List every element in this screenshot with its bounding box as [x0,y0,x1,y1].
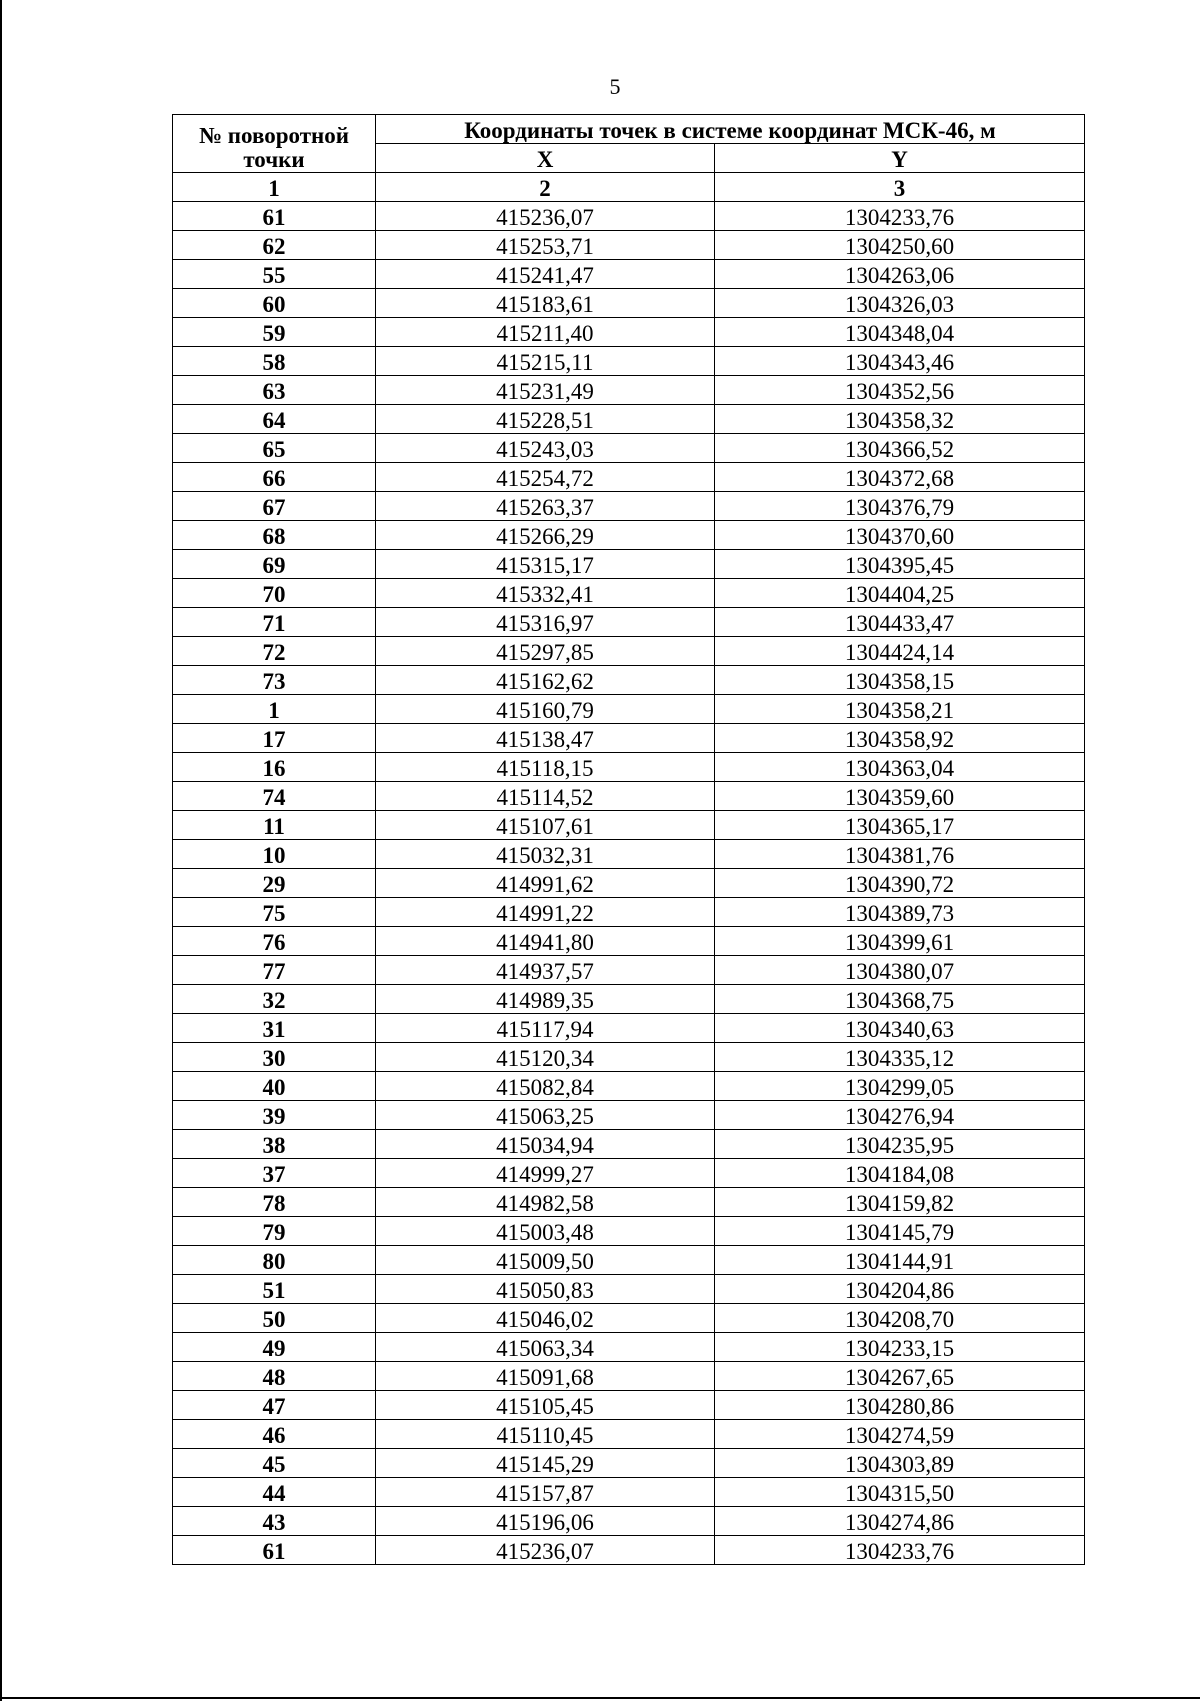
point-number-cell: 16 [173,753,376,782]
table-row [173,550,1085,579]
point-number-cell: 47 [173,1391,376,1420]
point-number-cell: 11 [173,811,376,840]
table-row [173,521,1085,550]
table-row [173,1536,1085,1565]
table-row [173,666,1085,695]
table-row [173,782,1085,811]
table-row [173,753,1085,782]
y-coordinate-cell: 1304376,79 [715,492,1085,521]
y-coordinate-cell: 1304274,59 [715,1420,1085,1449]
x-coordinate-cell: 415266,29 [376,521,715,550]
point-number-cell: 46 [173,1420,376,1449]
y-coordinate-cell: 1304372,68 [715,463,1085,492]
y-coordinate-cell: 1304348,04 [715,318,1085,347]
table-row [173,260,1085,289]
y-coordinate-cell: 1304233,15 [715,1333,1085,1362]
x-coordinate-cell: 415196,06 [376,1507,715,1536]
table-row [173,840,1085,869]
point-number-cell: 44 [173,1478,376,1507]
coordinates-table [172,114,1085,1565]
y-coordinate-cell: 1304404,25 [715,579,1085,608]
y-coordinate-cell: 1304208,70 [715,1304,1085,1333]
table-row [173,1130,1085,1159]
point-number-cell: 1 [173,695,376,724]
y-coordinate-cell: 1304340,63 [715,1014,1085,1043]
point-number-cell: 10 [173,840,376,869]
point-number-cell: 61 [173,1536,376,1565]
x-coordinate-cell: 415315,17 [376,550,715,579]
y-coordinate-cell: 1304250,60 [715,231,1085,260]
table-row [173,956,1085,985]
table-row [173,1420,1085,1449]
y-coordinate-cell: 1304184,08 [715,1159,1085,1188]
y-coordinate-cell: 1304299,05 [715,1072,1085,1101]
table-row [173,608,1085,637]
y-coordinate-cell: 1304399,61 [715,927,1085,956]
x-coordinate-cell: 415243,03 [376,434,715,463]
column-number-1: 1 [173,173,376,202]
table-row [173,202,1085,231]
table-row [173,1333,1085,1362]
point-number-cell: 17 [173,724,376,753]
table-row [173,724,1085,753]
point-number-cell: 32 [173,985,376,1014]
x-coordinate-cell: 415050,83 [376,1275,715,1304]
y-coordinate-cell: 1304370,60 [715,521,1085,550]
point-number-cell: 51 [173,1275,376,1304]
table-row [173,811,1085,840]
y-coordinate-cell: 1304276,94 [715,1101,1085,1130]
table-row [173,1478,1085,1507]
y-coordinate-cell: 1304389,73 [715,898,1085,927]
y-coordinate-cell: 1304358,15 [715,666,1085,695]
y-coordinate-cell: 1304380,07 [715,956,1085,985]
point-number-cell: 77 [173,956,376,985]
x-coordinate-cell: 415297,85 [376,637,715,666]
point-number-cell: 31 [173,1014,376,1043]
column-number-2: 2 [376,173,715,202]
table-row [173,985,1085,1014]
table-row [173,1014,1085,1043]
point-number-cell: 45 [173,1449,376,1478]
x-coordinate-cell: 415046,02 [376,1304,715,1333]
y-coordinate-cell: 1304366,52 [715,434,1085,463]
table-row [173,637,1085,666]
point-number-cell: 72 [173,637,376,666]
x-coordinate-cell: 415138,47 [376,724,715,753]
table-row [173,376,1085,405]
y-coordinate-cell: 1304315,50 [715,1478,1085,1507]
table-row [173,1362,1085,1391]
y-coordinate-cell: 1304303,89 [715,1449,1085,1478]
table-row [173,695,1085,724]
x-coordinate-cell: 415211,40 [376,318,715,347]
point-number-cell: 65 [173,434,376,463]
point-number-cell: 76 [173,927,376,956]
y-coordinate-cell: 1304358,92 [715,724,1085,753]
point-number-cell: 30 [173,1043,376,1072]
x-coordinate-cell: 415332,41 [376,579,715,608]
x-coordinate-cell: 415183,61 [376,289,715,318]
x-coordinate-cell: 415063,25 [376,1101,715,1130]
x-coordinate-cell: 414937,57 [376,956,715,985]
table-row [173,1188,1085,1217]
table-header-row [173,115,1085,144]
x-coordinate-cell: 415118,15 [376,753,715,782]
point-number-cell: 62 [173,231,376,260]
x-coordinate-cell: 415082,84 [376,1072,715,1101]
table-row [173,289,1085,318]
x-coordinate-cell: 415316,97 [376,608,715,637]
x-coordinate-cell: 415228,51 [376,405,715,434]
x-coordinate-cell: 414989,35 [376,985,715,1014]
y-coordinate-cell: 1304433,47 [715,608,1085,637]
x-coordinate-cell: 415236,07 [376,1536,715,1565]
y-coordinate-cell: 1304358,21 [715,695,1085,724]
table-row [173,1275,1085,1304]
y-coordinate-cell: 1304424,14 [715,637,1085,666]
point-number-cell: 55 [173,260,376,289]
x-coordinate-cell: 415236,07 [376,202,715,231]
x-coordinate-cell: 414982,58 [376,1188,715,1217]
x-coordinate-cell: 415157,87 [376,1478,715,1507]
table-row [173,434,1085,463]
x-coordinate-cell: 415120,34 [376,1043,715,1072]
table-row [173,1072,1085,1101]
x-coordinate-cell: 415034,94 [376,1130,715,1159]
table-row [173,318,1085,347]
y-coordinate-cell: 1304343,46 [715,347,1085,376]
x-coordinate-cell: 414941,80 [376,927,715,956]
point-number-cell: 38 [173,1130,376,1159]
y-coordinate-cell: 1304335,12 [715,1043,1085,1072]
y-coordinate-cell: 1304159,82 [715,1188,1085,1217]
table-row [173,1507,1085,1536]
table-row [173,579,1085,608]
column-number-3: 3 [715,173,1085,202]
header-coordinates: Координаты точек в системе координат МСК-46, м [376,115,1085,144]
point-number-cell: 39 [173,1101,376,1130]
x-coordinate-cell: 414991,22 [376,898,715,927]
x-coordinate-cell: 415107,61 [376,811,715,840]
point-number-cell: 60 [173,289,376,318]
point-number-cell: 64 [173,405,376,434]
y-coordinate-cell: 1304363,04 [715,753,1085,782]
table-row [173,231,1085,260]
y-coordinate-cell: 1304368,75 [715,985,1085,1014]
point-number-cell: 71 [173,608,376,637]
point-number-cell: 66 [173,463,376,492]
y-coordinate-cell: 1304381,76 [715,840,1085,869]
table-row [173,1449,1085,1478]
point-number-cell: 58 [173,347,376,376]
y-coordinate-cell: 1304359,60 [715,782,1085,811]
x-coordinate-cell: 415160,79 [376,695,715,724]
table-row [173,927,1085,956]
point-number-cell: 43 [173,1507,376,1536]
point-number-cell: 40 [173,1072,376,1101]
x-coordinate-cell: 415117,94 [376,1014,715,1043]
point-number-cell: 63 [173,376,376,405]
point-number-cell: 73 [173,666,376,695]
point-number-cell: 70 [173,579,376,608]
point-number-cell: 49 [173,1333,376,1362]
point-number-cell: 37 [173,1159,376,1188]
y-coordinate-cell: 1304267,65 [715,1362,1085,1391]
y-coordinate-cell: 1304145,79 [715,1217,1085,1246]
x-coordinate-cell: 414991,62 [376,869,715,898]
x-coordinate-cell: 415009,50 [376,1246,715,1275]
y-coordinate-cell: 1304280,86 [715,1391,1085,1420]
point-number-cell: 29 [173,869,376,898]
table-row [173,1246,1085,1275]
x-coordinate-cell: 415254,72 [376,463,715,492]
x-coordinate-cell: 415105,45 [376,1391,715,1420]
x-coordinate-cell: 415032,31 [376,840,715,869]
table-row [173,898,1085,927]
y-coordinate-cell: 1304326,03 [715,289,1085,318]
y-coordinate-cell: 1304390,72 [715,869,1085,898]
header-point-number: № поворотной точки [173,115,376,173]
table-row [173,1391,1085,1420]
x-coordinate-cell: 415231,49 [376,376,715,405]
x-coordinate-cell: 415241,47 [376,260,715,289]
table-row [173,463,1085,492]
page-border-bottom [0,1697,1200,1699]
table-row [173,869,1085,898]
column-numbers-row [173,173,1085,202]
y-coordinate-cell: 1304144,91 [715,1246,1085,1275]
y-coordinate-cell: 1304395,45 [715,550,1085,579]
x-coordinate-cell: 414999,27 [376,1159,715,1188]
table-row [173,1043,1085,1072]
y-coordinate-cell: 1304263,06 [715,260,1085,289]
x-coordinate-cell: 415162,62 [376,666,715,695]
table-row [173,347,1085,376]
x-coordinate-cell: 415063,34 [376,1333,715,1362]
point-number-cell: 79 [173,1217,376,1246]
y-coordinate-cell: 1304358,32 [715,405,1085,434]
page-number: 5 [609,74,621,99]
header-x: X [376,144,715,173]
point-number-cell: 75 [173,898,376,927]
table-row [173,1159,1085,1188]
point-number-cell: 69 [173,550,376,579]
x-coordinate-cell: 415003,48 [376,1217,715,1246]
point-number-cell: 61 [173,202,376,231]
y-coordinate-cell: 1304235,95 [715,1130,1085,1159]
table-row [173,405,1085,434]
page-border-left [0,0,2,1701]
table-row [173,1217,1085,1246]
y-coordinate-cell: 1304352,56 [715,376,1085,405]
y-coordinate-cell: 1304365,17 [715,811,1085,840]
table-row [173,1304,1085,1333]
x-coordinate-cell: 415253,71 [376,231,715,260]
point-number-cell: 48 [173,1362,376,1391]
y-coordinate-cell: 1304204,86 [715,1275,1085,1304]
point-number-cell: 78 [173,1188,376,1217]
point-number-cell: 67 [173,492,376,521]
point-number-cell: 59 [173,318,376,347]
x-coordinate-cell: 415215,11 [376,347,715,376]
point-number-cell: 80 [173,1246,376,1275]
point-number-cell: 68 [173,521,376,550]
y-coordinate-cell: 1304233,76 [715,1536,1085,1565]
y-coordinate-cell: 1304233,76 [715,202,1085,231]
point-number-cell: 74 [173,782,376,811]
x-coordinate-cell: 415263,37 [376,492,715,521]
point-number-cell: 50 [173,1304,376,1333]
x-coordinate-cell: 415110,45 [376,1420,715,1449]
table-row [173,492,1085,521]
table-row [173,1101,1085,1130]
y-coordinate-cell: 1304274,86 [715,1507,1085,1536]
x-coordinate-cell: 415114,52 [376,782,715,811]
x-coordinate-cell: 415091,68 [376,1362,715,1391]
header-y: Y [715,144,1085,173]
x-coordinate-cell: 415145,29 [376,1449,715,1478]
